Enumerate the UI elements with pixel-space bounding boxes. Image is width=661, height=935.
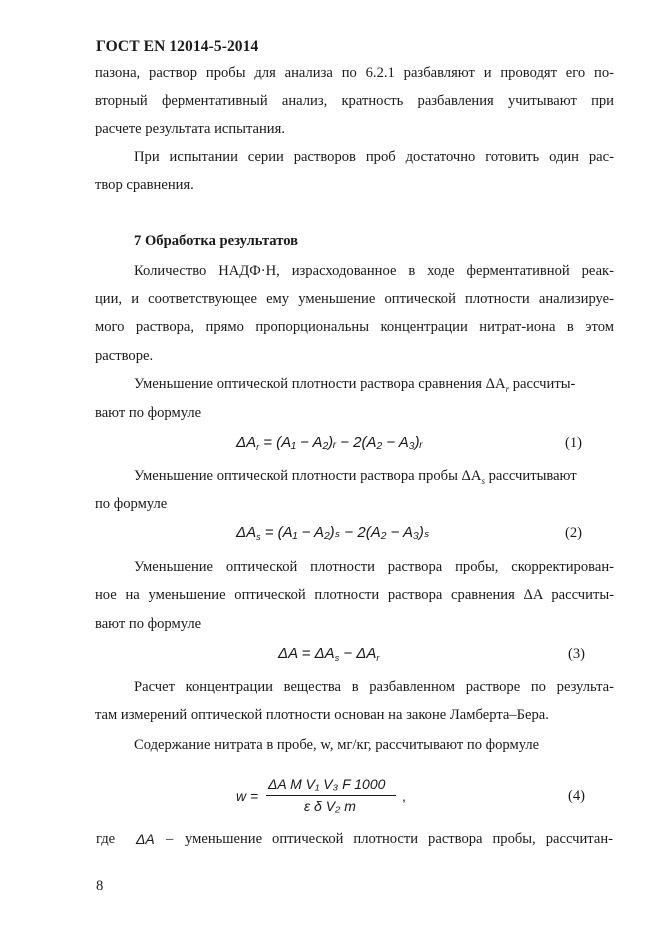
text-fragment: рассчиты- bbox=[509, 376, 576, 392]
eq-sub: r bbox=[376, 653, 380, 663]
text-line: Содержание нитрата в пробе, w, мг/кг, рассчитывают по формуле bbox=[134, 737, 540, 753]
equation-3 bbox=[278, 645, 379, 667]
text-line bbox=[134, 467, 614, 490]
subscript: s bbox=[481, 475, 485, 486]
where-symbol: ΔA bbox=[136, 831, 155, 847]
equation-2 bbox=[236, 524, 430, 546]
equation-number: (2) bbox=[564, 525, 582, 541]
text-line: твор сравнения. bbox=[95, 177, 194, 193]
text-line: расчете результата испытания. bbox=[95, 121, 285, 137]
eq-lhs: ΔA bbox=[236, 524, 257, 541]
text-line: ное на уменьшение оптической плотности раствора сравнения ΔA рассчиты- bbox=[95, 587, 614, 603]
subscript: r bbox=[505, 383, 510, 394]
equation-number: (1) bbox=[564, 435, 582, 451]
where-dash: – bbox=[166, 831, 174, 847]
equation-4-lhs: w = bbox=[236, 788, 259, 804]
text-line: вают по формуле bbox=[95, 405, 202, 421]
eq-lhs-sub: s bbox=[256, 532, 261, 542]
text-line: вают по формуле bbox=[95, 616, 202, 632]
text-line: вторный ферментативный анализ, кратность разбавления учитывают при bbox=[95, 93, 614, 109]
text-fragment: Уменьшение оптической плотности раствора пробы ΔA bbox=[134, 468, 482, 484]
page-number: 8 bbox=[96, 878, 104, 894]
eq-rhs: = (A₁ − A₂)ₛ − 2(A₂ − A₃)ₛ bbox=[264, 524, 430, 541]
where-label: где bbox=[96, 831, 116, 847]
equation-1 bbox=[236, 434, 423, 456]
equation-number: (4) bbox=[567, 788, 585, 804]
text-line bbox=[134, 375, 614, 398]
text-line: ции, и соответствующее ему уменьшение оптической плотности анализируе- bbox=[95, 291, 614, 307]
equation-number: (3) bbox=[567, 646, 585, 662]
text-line: там измерений оптической плотности основан на законе Ламберта–Бера. bbox=[95, 707, 549, 723]
equation-4-numerator: ΔA M V₁ V₃ F 1000 bbox=[268, 776, 386, 792]
where-text: уменьшение оптической плотности раствора пробы, рассчитан- bbox=[185, 831, 613, 847]
text-fragment: рассчитывают bbox=[484, 468, 577, 484]
eq-part: − ΔA bbox=[339, 645, 377, 662]
eq-part: ΔA = ΔA bbox=[278, 645, 335, 662]
eq-rhs: = (A₁ − A₂)ᵣ − 2(A₂ − A₃)ᵣ bbox=[263, 434, 423, 451]
section-heading: 7 Обработка результатов bbox=[134, 233, 299, 249]
text-line: Уменьшение оптической плотности раствора пробы, скорректирован- bbox=[134, 559, 614, 575]
document-header: ГОСТ EN 12014-5-2014 bbox=[96, 38, 259, 55]
text-line: Расчет концентрации вещества в разбавленном растворе по результа- bbox=[134, 679, 614, 695]
equation-4-denominator: ε δ V₂ m bbox=[304, 798, 356, 814]
text-line: мого раствора, прямо пропорциональны концентрации нитрат-иона в этом bbox=[95, 319, 614, 335]
text-fragment: Уменьшение оптической плотности раствора сравнения ΔA bbox=[134, 376, 506, 392]
fraction-bar bbox=[266, 795, 396, 796]
text-line: Количество НАДФ·Н, израсходованное в ходе ферментативной реак- bbox=[134, 263, 614, 279]
text-line: по формуле bbox=[95, 496, 168, 512]
text-line: пазона, раствор пробы для анализа по 6.2.1 разбавляют и проводят его по- bbox=[95, 65, 614, 81]
eq-lhs: ΔA bbox=[236, 434, 257, 451]
eq-lhs-sub: r bbox=[256, 442, 260, 452]
eq-sub: s bbox=[334, 653, 340, 663]
text-line: При испытании серии растворов проб достаточно готовить один рас- bbox=[134, 149, 614, 165]
text-line: растворе. bbox=[95, 348, 154, 364]
equation-4-comma: , bbox=[402, 788, 406, 804]
